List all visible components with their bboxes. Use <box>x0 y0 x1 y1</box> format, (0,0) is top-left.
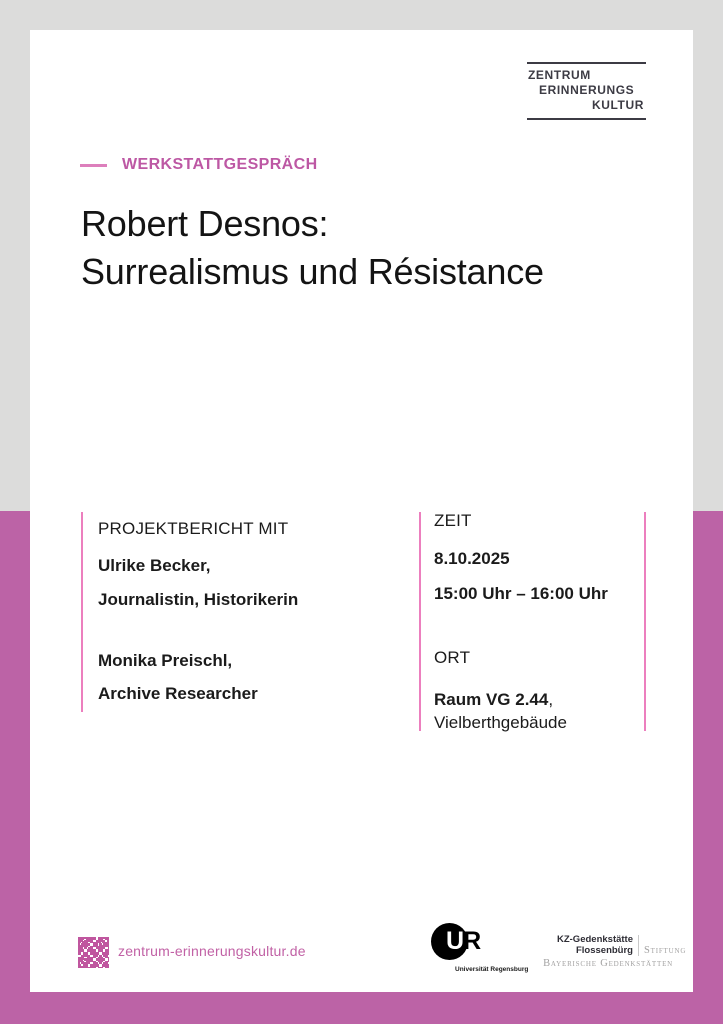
title-line-1: Robert Desnos: <box>81 203 329 244</box>
speaker-name: Monika Preischl, <box>98 651 233 670</box>
poster-sheet <box>30 30 693 992</box>
location-heading: ORT <box>434 648 471 667</box>
qr-finder-icon <box>78 937 88 947</box>
time-heading: ZEIT <box>434 511 472 530</box>
logo-line-3: KULTUR <box>591 98 644 112</box>
middle-column-rule <box>419 512 421 731</box>
ur-initials <box>446 927 480 956</box>
location-room-line <box>434 688 567 711</box>
dash-icon <box>80 164 107 167</box>
qr-finder-icon <box>99 937 109 947</box>
location-building: Vielberthgebäude <box>434 713 567 732</box>
left-column-rule <box>81 512 83 712</box>
location-room-separator: , <box>548 690 554 709</box>
qr-finder-icon <box>78 958 88 968</box>
event-time: 15:00 Uhr – 16:00 Uhr <box>434 584 608 603</box>
ur-initial-r: R <box>463 927 481 955</box>
university-caption: Universität Regensburg <box>455 966 529 973</box>
foundation-name: Bayerische Gedenkstätten <box>543 958 673 969</box>
ur-initial-u: U <box>446 927 464 955</box>
speaker-role: Journalistin, Historikerin <box>98 590 299 609</box>
right-column-rule <box>644 512 646 731</box>
website-link[interactable]: zentrum-erinnerungskultur.de <box>118 943 306 959</box>
memorial-site-name <box>543 935 633 956</box>
zentrum-erinnerungskultur-logo <box>527 62 646 120</box>
event-type-label: WERKSTATTGESPRÄCH <box>122 156 318 173</box>
speaker-name: Ulrike Becker, <box>98 556 211 575</box>
university-regensburg-logo <box>431 923 541 973</box>
logo-line-1: ZENTRUM <box>528 68 591 82</box>
event-date: 8.10.2025 <box>434 549 510 568</box>
memorial-line-2: Flossenbürg <box>575 944 633 956</box>
speaker-role: Archive Researcher <box>98 684 258 703</box>
title-line-2: Surrealismus und Résistance <box>81 251 544 292</box>
memorial-line-1: KZ-Gedenkstätte <box>556 934 633 945</box>
foundation-word: Stiftung <box>644 945 687 956</box>
memorial-logo-top <box>543 935 686 956</box>
location-block <box>434 688 567 734</box>
memorial-foundation-logo <box>543 935 686 969</box>
memorial-logo-divider <box>638 935 639 956</box>
logo-line-2: ERINNERUNGS <box>539 83 635 97</box>
eyebrow <box>80 156 318 174</box>
qr-code <box>78 937 109 968</box>
page-title <box>81 200 544 296</box>
speakers-heading: PROJEKTBERICHT MIT <box>98 519 289 538</box>
location-room: Raum VG 2.44 <box>434 690 549 709</box>
